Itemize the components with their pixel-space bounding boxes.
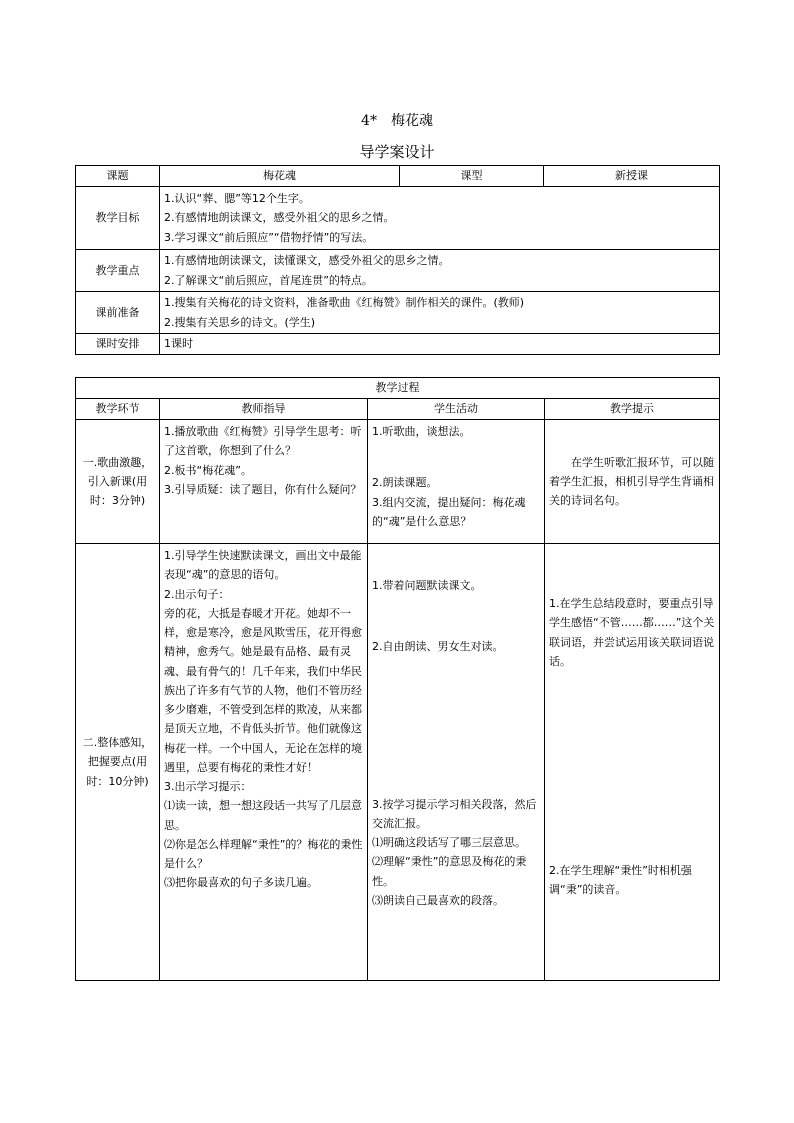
column-header: 教学环节 <box>76 399 160 420</box>
stage-cell: 一.歌曲激趣，引入新课(用时：3分钟) <box>76 420 160 544</box>
teacher-step: 3.引导质疑：读了题目，你有什么疑问？ <box>164 482 362 496</box>
stage-cell: 二.整体感知，把握要点(用时：10分钟) <box>76 544 160 981</box>
key-label: 教学重点 <box>76 250 160 292</box>
student-step: 1.带着问题默读课文。 <box>372 579 482 592</box>
student-step: 3.按学习提示学习相关段落，然后交流汇报。 <box>372 797 537 830</box>
goal-item: 1.认识“葬、腮”等12个生字。 <box>164 192 310 206</box>
teacher-step: 1.播放歌曲《红梅赞》引导学生思考：听了这首歌，你想到了什么？ <box>164 425 362 458</box>
topic-value: 梅花魂 <box>160 166 400 187</box>
hint-item: ⑶把你最喜欢的句子多读几遍。 <box>164 876 318 890</box>
student-cell <box>368 544 545 981</box>
hint-item: ⑴读一读，想一想这段话一共写了几层意思。 <box>164 799 362 832</box>
tip-text: 1.在学生总结段意时，要重点引导学生感悟“不管……都……”这个关联词语，并尝试运用该关联词语说话。 <box>549 597 715 668</box>
student-step: 3.组内交流，提出疑问：梅花魂的“魂”是什么意思？ <box>372 495 526 528</box>
teacher-cell <box>160 544 368 981</box>
teacher-step: 2.出示句子： <box>164 587 230 601</box>
process-header: 教学过程 <box>76 378 720 399</box>
goal-item: 3.学习课文“前后照应”“借物抒情”的写法。 <box>164 230 374 244</box>
process-row-2 <box>76 544 720 981</box>
column-header: 学生活动 <box>368 399 545 420</box>
document-subtitle: 导学案设计 <box>359 143 435 161</box>
column-header: 教师指导 <box>160 399 368 420</box>
goals-label: 教学目标 <box>76 187 160 250</box>
student-step: ⑶朗读自己最喜欢的段落。 <box>372 893 504 907</box>
student-cell <box>368 420 545 544</box>
key-cell <box>160 250 720 292</box>
student-step: 1.听歌曲，谈想法。 <box>372 425 471 438</box>
type-label: 课型 <box>400 166 544 187</box>
tip-cell <box>545 544 720 981</box>
lesson-title: 4* 梅花魂 <box>361 113 433 129</box>
teacher-step: 3.出示学习提示： <box>164 780 252 793</box>
time-value: 1课时 <box>160 334 720 355</box>
quoted-passage: 旁的花，大抵是春暖才开花。她却不一样，愈是寒冷，愈是风欺雪压，花开得愈精神，愈秀气。她是最有品格、最有灵魂、最有骨气的！几千年来，我们中华民族出了许多有气节的人物，他们不管历经多少磨难，不管受到怎样的欺凌，从来都是顶天立地，不肯低头折节。他们就像这梅花一样。一个中国人，无论在怎样的境遇里，总要有梅花的秉性才好！ <box>164 606 362 774</box>
student-step: ⑵理解“秉性”的意思及梅花的秉性。 <box>372 855 527 888</box>
teacher-step: 2.板书“梅花魂”。 <box>164 463 252 477</box>
student-step: ⑴明确这段话写了哪三层意思。 <box>372 836 526 849</box>
tip-text: 2.在学生理解“秉性”时相机强调“秉”的读音。 <box>549 864 692 897</box>
lesson-info-table <box>75 165 720 355</box>
teaching-process-table <box>75 377 720 981</box>
topic-label: 课题 <box>76 166 160 187</box>
student-step: 2.自由朗读、男女生对读。 <box>372 640 504 654</box>
hint-item: ⑵你是怎么样理解“秉性”的？梅花的秉性是什么？ <box>164 837 363 870</box>
column-header: 教学提示 <box>545 399 720 420</box>
teacher-step: 1.引导学生快速默读课文，画出文中最能表现“魂”的意思的语句。 <box>164 549 362 582</box>
prep-label: 课前准备 <box>76 292 160 334</box>
teacher-cell <box>160 420 368 544</box>
tip-text: 在学生听歌汇报环节，可以随着学生汇报，相机引导学生背诵相关的诗词名句。 <box>549 455 714 508</box>
tip-cell <box>545 420 720 544</box>
process-row-1 <box>76 420 720 544</box>
goals-cell <box>160 187 720 250</box>
student-step: 2.朗读课题。 <box>372 476 438 490</box>
prep-item: 2.搜集有关思乡的诗文。(学生) <box>164 315 316 329</box>
time-label: 课时安排 <box>76 334 160 355</box>
prep-item: 1.搜集有关梅花的诗文资料，准备歌曲《红梅赞》制作相关的课件。(教师) <box>164 296 525 310</box>
key-item: 1.有感情地朗读课文，读懂课文，感受外祖父的思乡之情。 <box>164 254 450 268</box>
prep-cell <box>160 292 720 334</box>
key-item: 2.了解课文“前后照应，首尾连贯”的特点。 <box>164 273 373 287</box>
type-value: 新授课 <box>544 166 720 187</box>
goal-item: 2.有感情地朗读课文，感受外祖父的思乡之情。 <box>164 211 395 225</box>
